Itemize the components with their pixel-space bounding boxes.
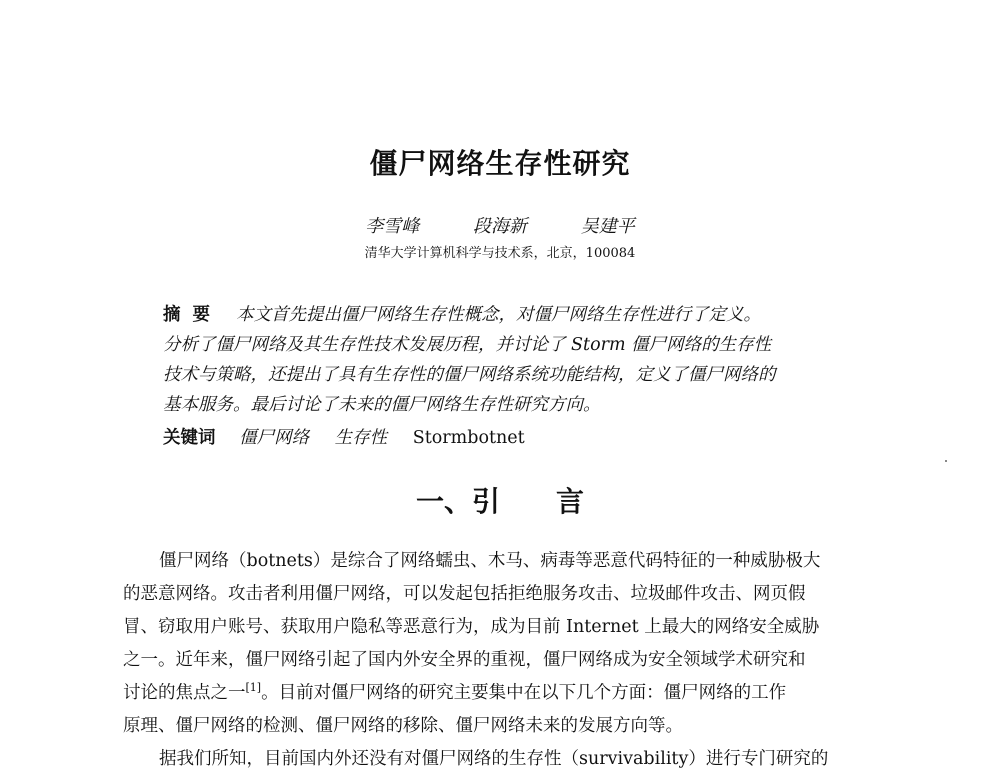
body-line: 之一。近年来，僵尸网络引起了国内外安全界的重视，僵尸网络成为安全领域学术研究和 [123, 650, 806, 670]
body-line: 原理、僵尸网络的检测、僵尸网络的移除、僵尸网络未来的发展方向等。 [123, 716, 683, 736]
affiliation: 清华大学计算机科学与技术系，北京，100084 [364, 246, 636, 261]
body-line: 僵尸网络（botnets）是综合了网络蠕虫、木马、病毒等恶意代码特征的一种威胁极大 [159, 551, 821, 571]
section-heading [0, 480, 1000, 520]
scan-speck [945, 460, 947, 462]
body-text [123, 545, 883, 776]
author-name: 李雪峰 [365, 216, 420, 237]
abstract-line: 基本服务。最后讨论了未来的僵尸网络生存性研究方向。 [163, 395, 601, 415]
abstract [163, 300, 853, 420]
citation-ref[interactable]: [1] [245, 681, 262, 695]
keyword: 僵尸网络 [239, 428, 310, 448]
body-line: 冒、窃取用户账号、获取用户隐私等恶意行为，成为目前 Internet 上最大的网络安全威胁 [123, 617, 820, 637]
section-title: 言 [556, 485, 585, 518]
paper-title: 僵尸网络生存性研究 [369, 147, 631, 180]
abstract-line: 技术与策略，还提出了具有生存性的僵尸网络系统功能结构，定义了僵尸网络的 [163, 365, 776, 385]
keywords [163, 424, 545, 449]
abstract-line: 分析了僵尸网络及其生存性技术发展历程，并讨论了 Storm 僵尸网络的生存性 [163, 335, 772, 355]
body-line: 据我们所知，目前国内外还没有对僵尸网络的生存性（survivability）进行专门研究的 [159, 749, 829, 769]
section-number: 一、引 [415, 485, 500, 518]
keyword: 生存性 [334, 428, 388, 448]
keyword: Stormbotnet [412, 428, 525, 448]
abstract-label: 摘要 [163, 305, 222, 325]
author-list [0, 212, 1000, 238]
body-line: 的恶意网络。攻击者利用僵尸网络，可以发起包括拒绝服务攻击、垃圾邮件攻击、网页假 [123, 584, 806, 604]
abstract-line: 摘要 本文首先提出僵尸网络生存性概念，对僵尸网络生存性进行了定义。 [163, 305, 761, 325]
keywords-label: 关键词 [163, 428, 216, 448]
body-line: 讨论的焦点之一[1]。目前对僵尸网络的研究主要集中在以下几个方面：僵尸网络的工作 [123, 681, 787, 703]
author-name: 段海新 [473, 216, 527, 237]
author-name: 吴建平 [580, 216, 635, 237]
